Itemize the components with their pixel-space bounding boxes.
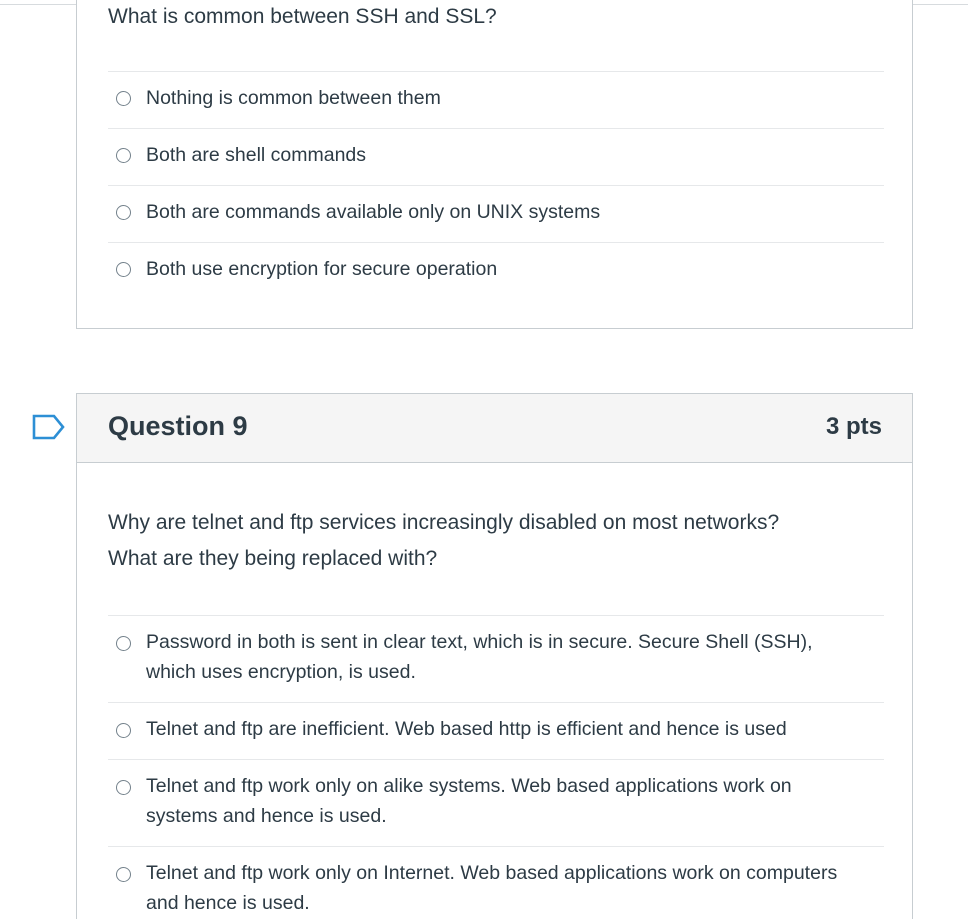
answer-option[interactable] [108,185,884,242]
answer-label: Both are commands available only on UNIX systems [146,201,601,223]
radio-unchecked-icon[interactable] [116,148,131,163]
flag-question-icon[interactable] [32,414,66,440]
answer-option[interactable] [108,615,884,702]
answer-list [108,615,884,919]
answer-label: Telnet and ftp are inefficient. Web based http is efficient and hence is used [146,718,787,740]
question-points: 3 pts [825,413,882,440]
question-text-line: What are they being replaced with? [108,547,438,570]
radio-unchecked-icon[interactable] [116,91,131,106]
question-title: Question 9 [108,411,248,441]
answer-label: Telnet and ftp work only on alike systems. Web based applications work on systems and hence is used. [146,775,792,827]
question-header [77,394,912,463]
radio-unchecked-icon[interactable] [116,205,131,220]
answer-label: Both use encryption for secure operation [146,258,498,280]
answer-option[interactable] [108,242,884,299]
answer-option[interactable] [108,759,884,846]
question-text [108,505,878,577]
question-card-previous [76,0,913,329]
radio-unchecked-icon[interactable] [116,780,131,795]
radio-unchecked-icon[interactable] [116,262,131,277]
answer-option[interactable] [108,702,884,759]
answer-label: Both are shell commands [146,144,367,166]
answer-label: Telnet and ftp work only on Internet. Web based applications work on computers and hence is used. [146,862,838,914]
question-text: What is common between SSH and SSL? [108,5,497,28]
answer-label: Nothing is common between them [146,87,441,109]
answer-label: Password in both is sent in clear text, which is in secure. Secure Shell (SSH), which uses encryption, is used. [146,631,813,683]
answer-option[interactable] [108,846,884,919]
radio-unchecked-icon[interactable] [116,867,131,882]
answer-option[interactable] [108,128,884,185]
radio-unchecked-icon[interactable] [116,723,131,738]
question-card-9 [76,393,913,919]
answer-option[interactable] [108,71,884,128]
answer-list [108,71,884,299]
radio-unchecked-icon[interactable] [116,636,131,651]
question-text-line: Why are telnet and ftp services increasingly disabled on most networks? [108,511,780,534]
